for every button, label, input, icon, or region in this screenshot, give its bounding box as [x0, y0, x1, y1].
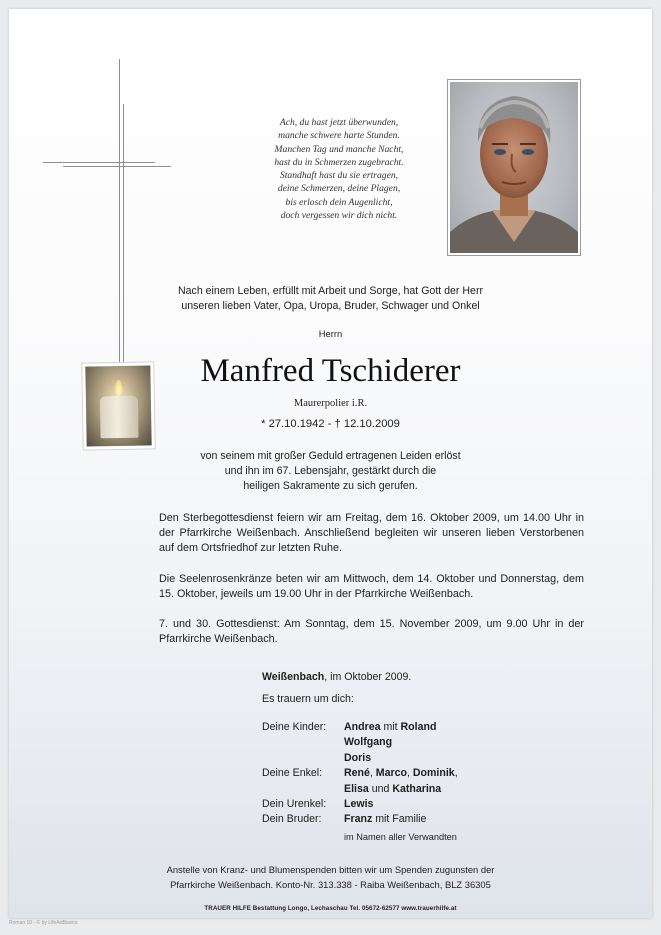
intro-text [9, 284, 652, 314]
donation-line: Anstelle von Kranz- und Blumenspenden bitten wir um Spenden zugunsten der [166, 864, 495, 875]
poem-line: Manchen Tag und manche Nacht, [274, 143, 404, 155]
connector: , [454, 767, 458, 780]
place-date [262, 671, 411, 683]
donation-line: Pfarrkirche Weißenbach. Konto-Nr. 313.338 - Raiba Weißenbach, BLZ 36305 [170, 879, 491, 890]
connector: mit Familie [372, 813, 427, 826]
intro-line: unseren lieben Vater, Opa, Uropa, Bruder, Schwager und Onkel [181, 300, 480, 312]
poem-line: deine Schmerzen, deine Plagen, [277, 183, 401, 195]
mourner-name: Elisa [344, 782, 369, 795]
deceased-name: Manfred Tschiderer [200, 353, 461, 389]
mourner-name: Lewis [344, 798, 374, 811]
list-item [262, 735, 458, 750]
poem-line: bis erlosch dein Augenlicht, [285, 196, 393, 208]
relatives-note: im Namen aller Verwandten [344, 832, 457, 842]
mourner-label: Dein Bruder: [262, 813, 322, 826]
place-name: Weißenbach [262, 671, 325, 683]
poem-line: hast du in Schmerzen zugebracht. [274, 156, 404, 168]
mourner-label: Deine Kinder: [262, 721, 327, 733]
release-line: heiligen Sakramente zu sich gerufen. [243, 480, 418, 492]
mourner-label: Dein Urenkel: [262, 798, 327, 811]
portrait-photo [447, 79, 581, 256]
connector: , [369, 767, 376, 780]
release-line: und ihn im 67. Lebensjahr, gestärkt durch die [224, 465, 437, 477]
mourner-name: René [344, 767, 370, 780]
copyright-note: Roman 10 - © by LifeArtBasics [9, 920, 78, 926]
occupation: Maurerpolier i.R. [293, 398, 368, 409]
mourner-name: Franz [344, 813, 373, 826]
mourners-list [262, 720, 458, 828]
mourn-intro: Es trauern um dich: [262, 693, 354, 705]
list-item [262, 812, 458, 827]
list-item [262, 751, 458, 766]
mourner-name: Roland [400, 721, 437, 733]
donation-note [9, 862, 652, 892]
undertaker-credit: TRAUER HILFE Bestattung Longo, Lechaschau Tel. 05672-62577 www.trauerhilfe.at [204, 905, 457, 912]
list-item [262, 782, 458, 797]
mourner-name: Dominik [412, 767, 455, 780]
mourner-name: Doris [344, 751, 372, 764]
poem [219, 116, 459, 222]
portrait-illustration [450, 82, 578, 253]
poem-line: manche schwere harte Stunden. [278, 130, 400, 142]
poem-line: doch vergessen wir dich nicht. [280, 210, 398, 222]
mourner-name: Wolfgang [344, 736, 393, 749]
mourner-label: Deine Enkel: [262, 767, 323, 780]
memorial-service-paragraph: 7. und 30. Gottesdienst: Am Sonntag, dem 15. November 2009, um 9.00 Uhr in der Pfarrkirche Weißenbach. [159, 618, 584, 646]
list-item [262, 720, 458, 735]
intro-line: Nach einem Leben, erfüllt mit Arbeit und Sorge, hat Gott der Herr [177, 285, 484, 297]
place-date-text: , im Oktober 2009. [324, 671, 412, 683]
rosary-paragraph: Die Seelenrosenkränze beten wir am Mittwoch, dem 14. Oktober und Donnerstag, dem 15. Oktober, jeweils um 19.00 Uhr in der Pfarrkirche Weißenbach. [159, 573, 584, 601]
mourner-name: Andrea [344, 721, 381, 733]
mourner-name: Marco [375, 767, 407, 780]
release-text [9, 449, 652, 494]
life-dates: * 27.10.1942 - † 12.10.2009 [261, 418, 400, 430]
connector: mit [380, 721, 401, 733]
connector: , [407, 767, 413, 780]
funeral-service-paragraph: Den Sterbegottesdienst feiern wir am Freitag, dem 16. Oktober 2009, um 14.00 Uhr in der Pfarrkirche Weißenbach. Anschließend begleiten wir unseren lieben Verstorbenen auf dem Ortsfriedhof zur letzten Ruhe. [159, 512, 584, 555]
release-line: von seinem mit großer Geduld ertragenen Leiden erlöst [200, 450, 461, 462]
connector: und [368, 782, 393, 795]
list-item [262, 766, 458, 781]
list-item [262, 797, 458, 812]
mourner-name: Katharina [392, 782, 442, 795]
poem-line: Standhaft hast du sie ertragen, [279, 170, 399, 182]
obituary-card [9, 9, 652, 918]
salutation: Herrn [318, 328, 343, 339]
poem-line: Ach, du hast jetzt überwunden, [279, 117, 399, 128]
